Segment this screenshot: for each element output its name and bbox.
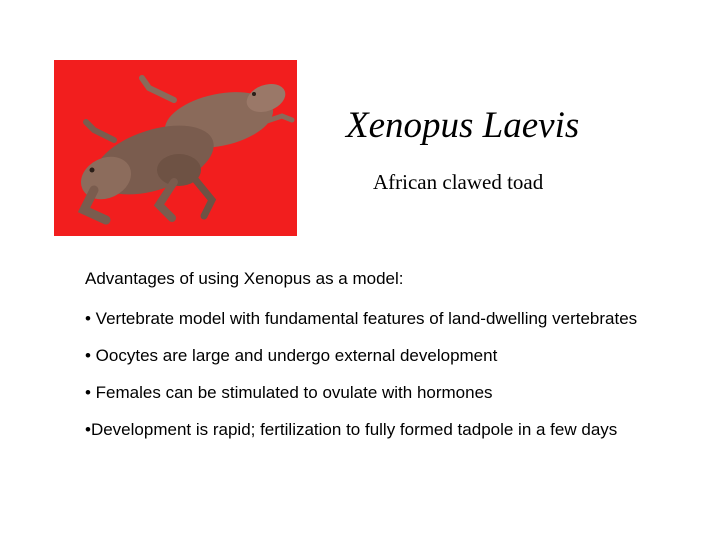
list-item: • Females can be stimulated to ovulate with hormones <box>85 383 493 402</box>
slide-title: Xenopus Laevis <box>346 105 580 146</box>
list-item: •Development is rapid; fertilization to fully formed tadpole in a few days <box>85 420 618 439</box>
frog-illustration <box>54 60 297 236</box>
list-item: • Vertebrate model with fundamental features of land-dwelling vertebrates <box>85 309 638 328</box>
advantages-heading: Advantages of using Xenopus as a model: <box>85 269 404 288</box>
slide-body <box>85 268 665 456</box>
frog-photo <box>54 60 297 236</box>
slide-subtitle: African clawed toad <box>373 170 544 194</box>
list-item: • Oocytes are large and undergo external development <box>85 346 498 365</box>
advantages-list <box>85 308 665 440</box>
